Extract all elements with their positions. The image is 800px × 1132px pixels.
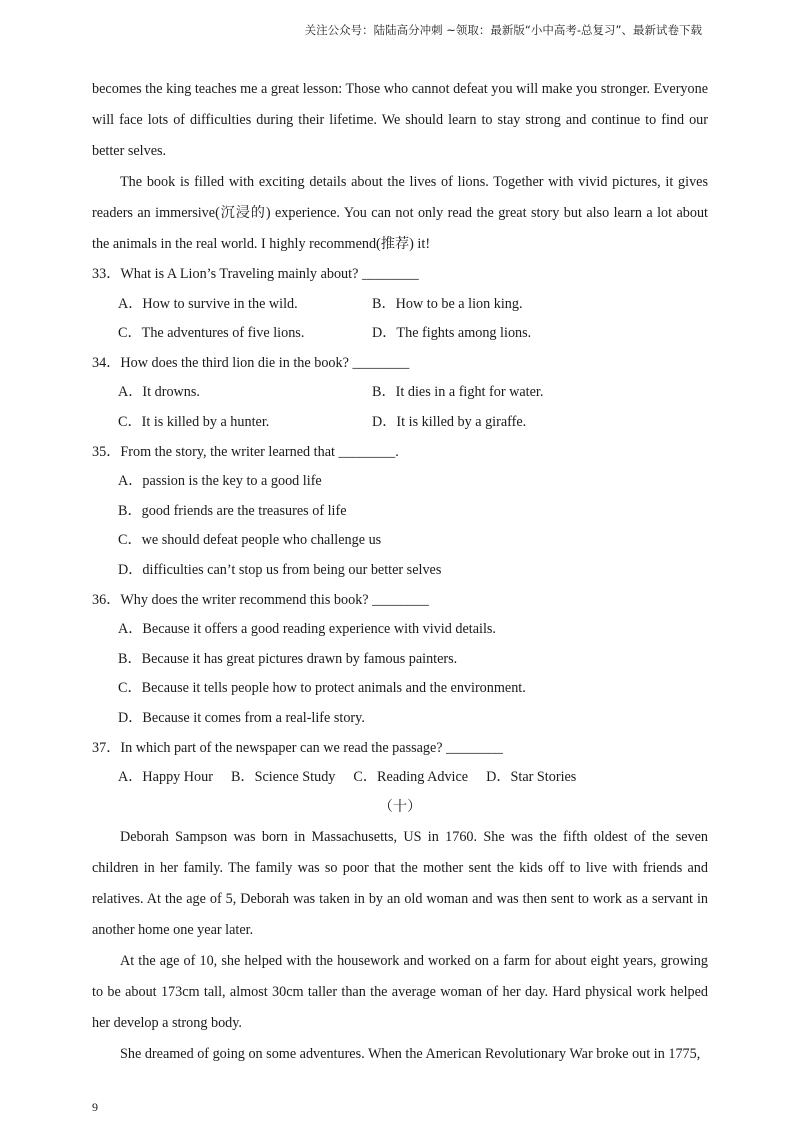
option-b: B．It dies in a fight for water. (372, 384, 544, 401)
passage-paragraph: becomes the king teaches me a great lesson: Those who cannot defeat you will make you stronger. Everyone will face lots of difficulties during their lifetime. We should learn to stay strong and continue to find our better selves. (92, 81, 708, 159)
passage-paragraph: At the age of 10, she helped with the housework and worked on a farm for about eight years, growing to be about 173cm tall, almost 30cm taller than the average woman of her day. Hard physical work helped her develop a strong body. (92, 953, 708, 1032)
option-c: C．Because it tells people how to protect animals and the environment. (118, 680, 526, 697)
page-content (92, 74, 708, 1070)
question-33: 33．What is A Lion’s Traveling mainly about? ________ (92, 266, 419, 282)
question-37-options (92, 763, 708, 793)
option-a: A．It drowns. (118, 384, 200, 401)
option-d: D．The fights among lions. (372, 325, 532, 342)
question-33-options (92, 290, 708, 320)
option-a: A．Happy Hour (118, 769, 213, 786)
option-b: B．Science Study (230, 769, 336, 786)
passage-paragraph: The book is filled with exciting details about the lives of lions. Together with vivid pictures, it gives readers an immersive(沉浸的) experience. You can not only read the great story but also learn a lot about the animals in the real world. I highly recommend(推荐) it! (92, 174, 708, 252)
option-c: C．The adventures of five lions. (118, 325, 305, 342)
option-b: B．Because it has great pictures drawn by famous painters. (118, 650, 458, 667)
page-header: 关注公众号：陆陆高分冲刺 ~领取：最新版“小中高考-总复习”、最新试卷下载 (304, 23, 702, 37)
option-a: A．Because it offers a good reading experience with vivid details. (118, 621, 496, 638)
passage-paragraph: Deborah Sampson was born in Massachusetts, US in 1760. She was the fifth oldest of the seven children in her family. The family was so poor that the mother sent the kids off to live with friends and relatives. At the age of 5, Deborah was taken in by an old woman and was then sent to work as a servant in another home one year later. (92, 829, 708, 939)
option-c: C．Reading Advice (353, 769, 469, 786)
question-34-options (92, 408, 708, 438)
option-a: A．passion is the key to a good life (118, 473, 322, 490)
option-d: D．difficulties can’t stop us from being our better selves (118, 561, 442, 578)
section-title: （十） (378, 798, 422, 815)
question-37: 37．In which part of the newspaper can we read the passage? ________ (92, 739, 503, 756)
option-b: B．good friends are the treasures of life (118, 502, 347, 519)
question-34-options (92, 378, 708, 408)
option-c: C．It is killed by a hunter. (118, 413, 270, 430)
question-36: 36．Why does the writer recommend this book? ________ (92, 591, 429, 608)
question-33-options (92, 319, 708, 349)
option-c: C．we should defeat people who challenge us (118, 532, 382, 549)
page-number: 9 (92, 1100, 98, 1114)
passage-paragraph: She dreamed of going on some adventures. When the American Revolutionary War broke out in 1775, (120, 1046, 701, 1063)
option-d: D．Star Stories (486, 769, 577, 786)
option-d: D．It is killed by a giraffe. (372, 413, 527, 430)
option-d: D．Because it comes from a real-life story. (118, 709, 365, 726)
option-a: A．How to survive in the wild. (118, 295, 298, 312)
option-b: B．How to be a lion king. (372, 295, 523, 312)
question-35: 35．From the story, the writer learned that ________. (92, 443, 399, 460)
question-34: 34．How does the third lion die in the book? ________ (92, 354, 410, 371)
